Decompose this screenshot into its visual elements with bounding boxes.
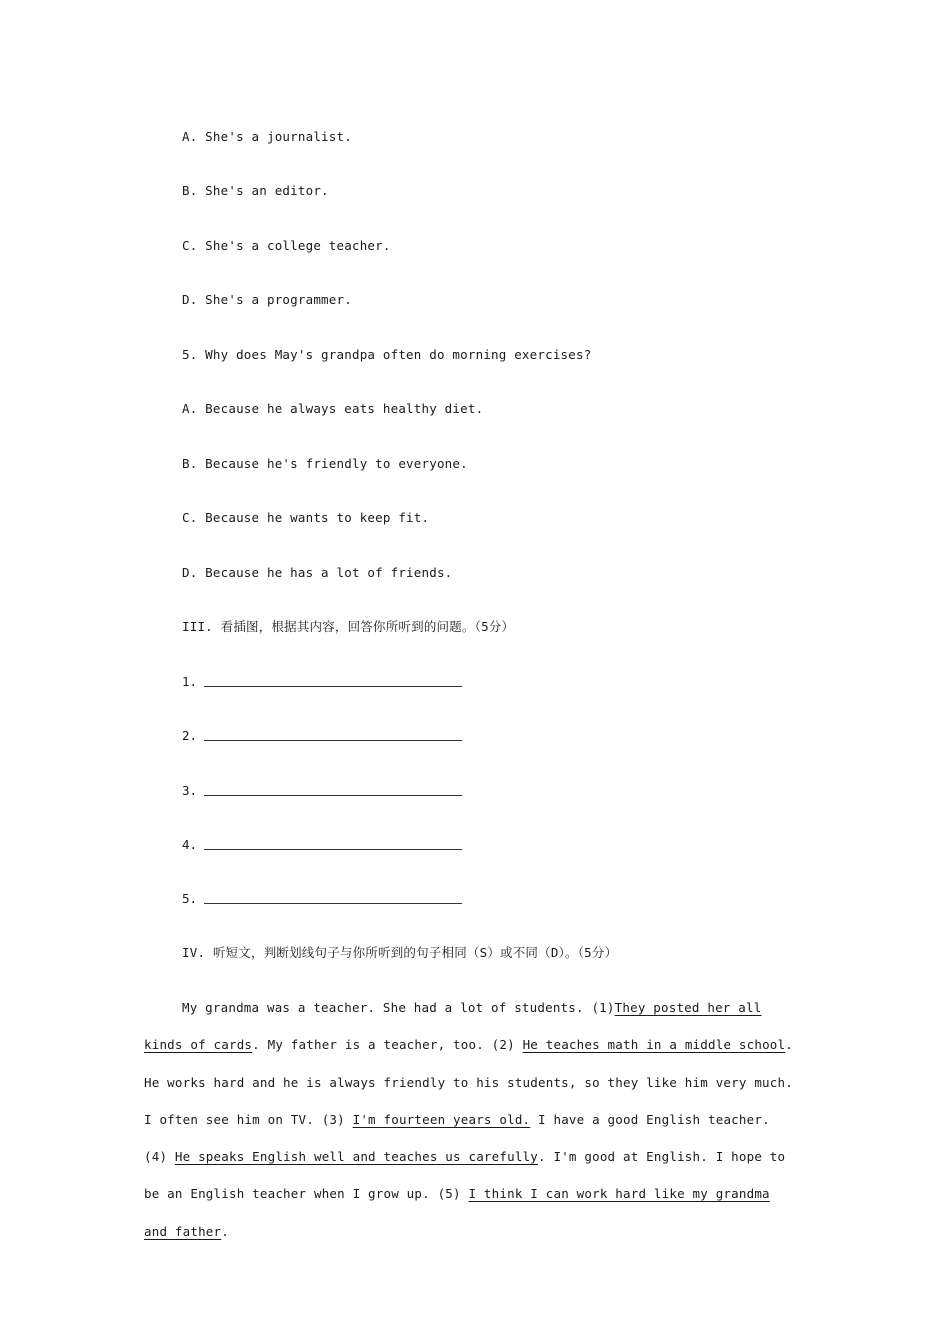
passage-seg-1: My grandma was a teacher. She had a lot of students. (1) — [182, 1000, 615, 1015]
blank-number: 1. — [182, 674, 198, 689]
q5-option-d: D. Because he has a lot of friends. — [182, 565, 453, 580]
q5-option-a: A. Because he always eats healthy diet. — [182, 401, 484, 416]
answer-blank-5[interactable] — [182, 891, 204, 907]
answer-line — [204, 903, 462, 904]
passage-underlined-3: I'm fourteen years old. — [352, 1111, 531, 1127]
blank-number: 4. — [182, 837, 198, 852]
q4-option-c: C. She's a college teacher. — [182, 238, 391, 253]
answer-blank-2[interactable] — [182, 728, 204, 744]
listening-passage — [144, 989, 796, 1250]
q5-option-b: B. Because he's friendly to everyone. — [182, 456, 468, 471]
section4-heading: IV. 听短文，判断划线句子与你所听到的句子相同（S）或不同（D）。（5分） — [182, 945, 618, 960]
q4-option-b: B. She's an editor. — [182, 183, 329, 198]
answer-blank-3[interactable] — [182, 783, 204, 799]
passage-underlined-2: He teaches math in a middle school — [522, 1037, 786, 1053]
blank-number: 5. — [182, 891, 198, 906]
passage-seg-4: I have a good English teacher. (4) — [144, 1111, 770, 1165]
passage-seg-5: . I'm good at English. I hope to be an English teacher when I grow up. (5) — [144, 1149, 786, 1202]
answer-line — [204, 686, 462, 687]
section3-heading: III. 看插图，根据其内容，回答你所听到的问题。（5分） — [182, 619, 515, 634]
q4-option-a: A. She's a journalist. — [182, 129, 352, 144]
passage-underlined-5: I think I can work hard like my grandma and father — [144, 1186, 770, 1239]
passage-seg-2: . My father is a teacher, too. (2) — [252, 1037, 523, 1053]
answer-blank-1[interactable] — [182, 674, 204, 690]
answer-line — [204, 740, 462, 741]
blank-number: 3. — [182, 783, 198, 798]
blank-number: 2. — [182, 728, 198, 743]
q5-option-c: C. Because he wants to keep fit. — [182, 510, 430, 525]
q5-question: 5. Why does May's grandpa often do morning exercises? — [182, 347, 592, 362]
answer-blank-4[interactable] — [182, 837, 204, 853]
answer-line — [204, 795, 462, 796]
answer-line — [204, 849, 462, 850]
passage-underlined-1: They posted her all kinds of cards — [144, 1000, 762, 1053]
q4-option-d: D. She's a programmer. — [182, 292, 352, 307]
passage-seg-3: . He works hard and he is always friendly to his students, so they like him very much. I often see him on TV. (3) — [144, 1037, 793, 1127]
passage-underlined-4: He speaks English well and teaches us carefully — [174, 1149, 539, 1165]
passage-seg-6: . — [221, 1223, 229, 1239]
